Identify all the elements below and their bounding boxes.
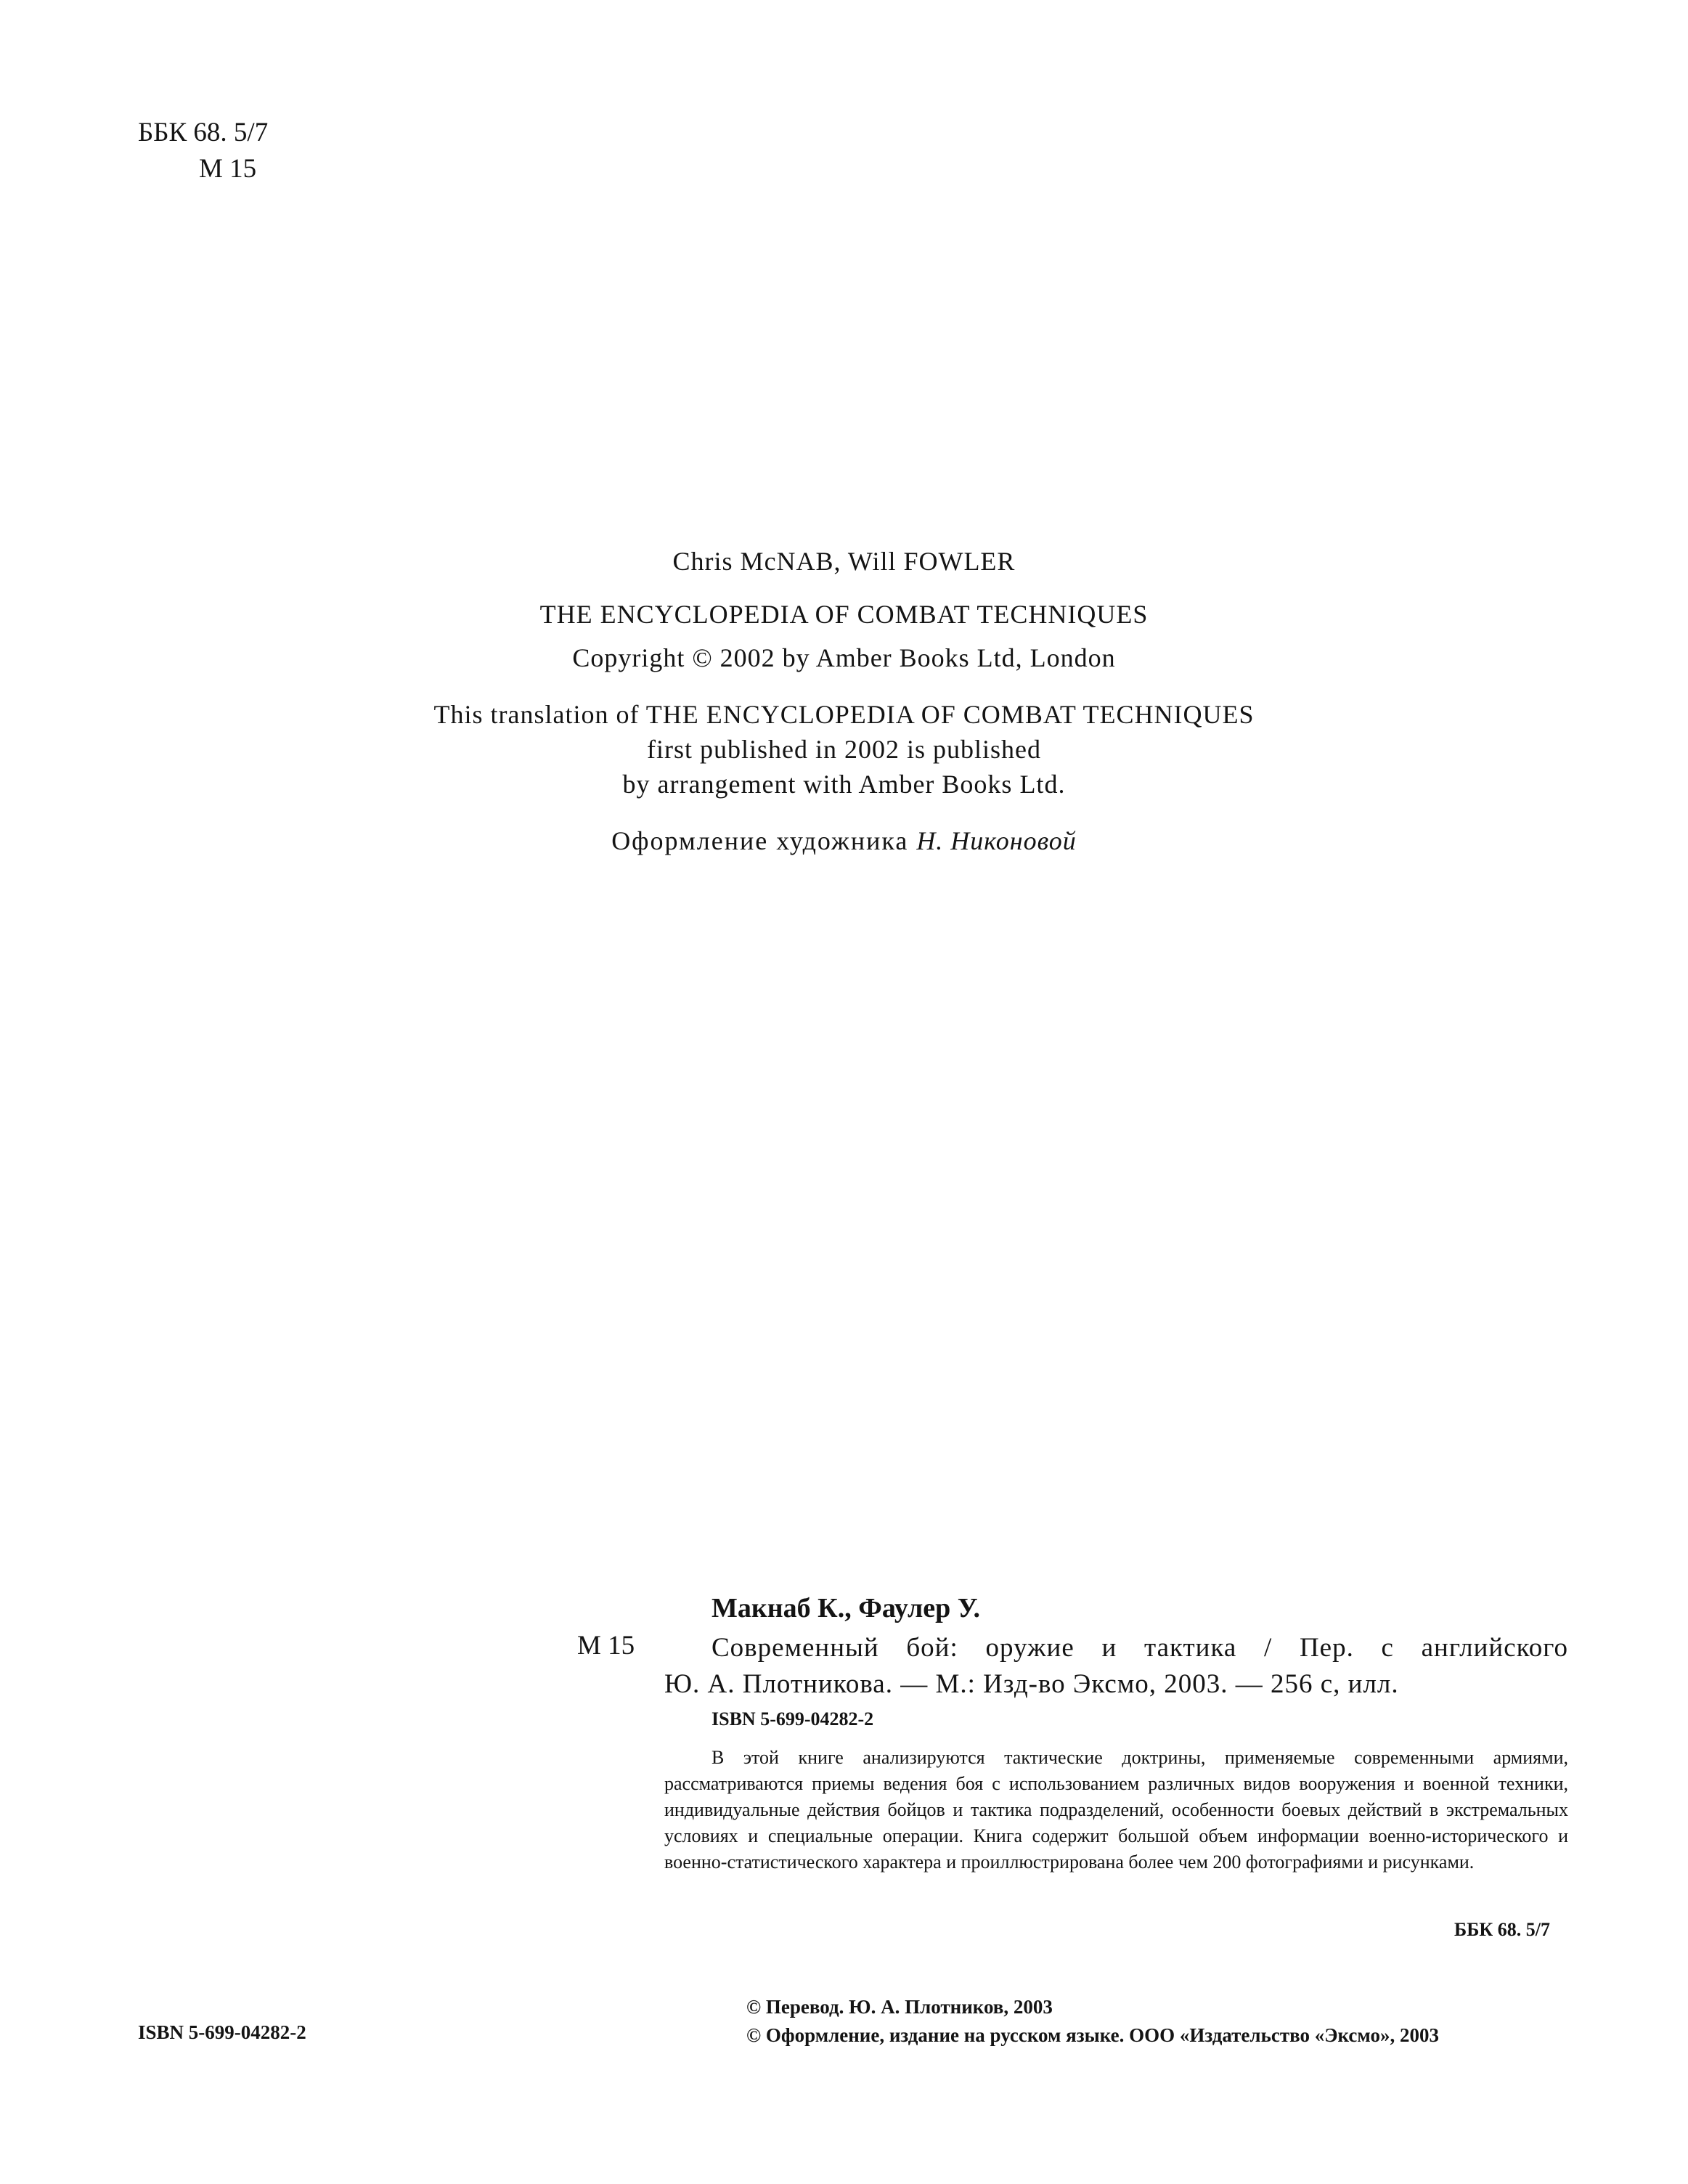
catalog-isbn: ISBN 5-699-04282-2 [712,1708,874,1729]
catalog-entry-title: Современный бой: оружие и тактика / Пер. с английского [712,1633,1568,1663]
catalog-bbk: ББК 68. 5/7 [1454,1919,1550,1940]
translation-line: by arrangement with Amber Books Ltd. [622,770,1066,799]
translation-line: first published in 2002 is published [647,735,1041,764]
bbk-code: ББК 68. 5/7 [138,118,269,147]
author-mark: М 15 [199,154,257,184]
original-authors: Chris McNAB, Will FOWLER [672,547,1016,576]
catalog-code: М 15 [577,1631,635,1661]
translation-notice [0,697,1688,802]
original-title: THE ENCYCLOPEDIA OF COMBAT TECHNIQUES [539,600,1149,629]
design-label: Оформление художника [611,826,909,855]
translation-line: This translation of THE ENCYCLOPEDIA OF COMBAT TECHNIQUES [433,700,1255,729]
annotation-text: В этой книге анализируются тактические доктрины, применяемые современными армиями, рассматриваются приемы ведения боя с использованием различных видов вооружения и военной техники, индивидуальные действия бойцов и тактика подразделений, особенности боевых действий в экстремальных условиях и специальные операции. Книга содержит большой объем информации военно-исторического и военно-статистического характера и проиллюстрирована более чем 200 фотографиями и рисунками. [664,1747,1568,1873]
original-copyright: Copyright © 2002 by Amber Books Ltd, London [572,643,1116,672]
copyright-translation: © Перевод. Ю. А. Плотников, 2003 [746,1996,1053,2018]
catalog-annotation [664,1745,1568,1875]
bottom-isbn: ISBN 5-699-04282-2 [138,2021,306,2043]
catalog-entry [664,1630,1568,1703]
cover-design-credit [0,826,1688,856]
library-codes [138,115,268,187]
copyright-lines [746,1993,1439,2050]
design-artist: Н. Никоновой [916,826,1077,855]
catalog-authors: Макнаб К., Фаулер У. [712,1593,980,1623]
copyright-edition: © Оформление, издание на русском языке. ООО «Издательство «Эксмо», 2003 [746,2024,1439,2046]
catalog-entry-imprint: Ю. А. Плотникова. — М.: Изд-во Эксмо, 2003. — 256 с, илл. [664,1669,1399,1699]
